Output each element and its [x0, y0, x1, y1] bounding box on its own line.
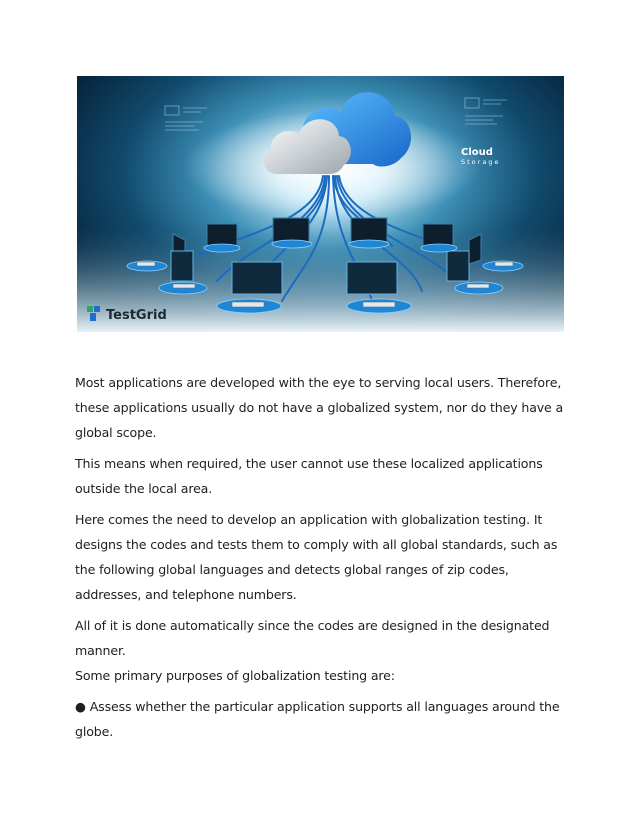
hud-panel-right — [465, 98, 507, 124]
paragraph: Most applications are developed with the eye to serving local users. Therefore, these applications usually do not have a globalized system, nor do they have a global scope. — [75, 375, 564, 440]
paragraph: All of it is done automatically since the codes are designed in the designated manner. — [75, 618, 550, 658]
cloud-label: Cloud — [461, 147, 493, 158]
paragraph: Some primary purposes of globalization testing are: — [75, 668, 395, 683]
cloud-icon — [264, 92, 411, 174]
hud-panel-left — [165, 106, 207, 130]
paragraph: Here comes the need to develop an application with globalization testing. It designs the codes and tests them to comply with all global standards, such as the following global languages and detects global ranges of zip codes, addresses, and telephone numbers. — [75, 512, 558, 602]
article-body — [75, 370, 573, 750]
bullet-item: ● Assess whether the particular application supports all languages around the globe. — [75, 699, 560, 739]
cloud-storage-label — [461, 148, 500, 165]
storage-label: Storage — [461, 157, 501, 166]
hero-image — [77, 76, 564, 332]
cloud-network-illustration — [77, 76, 564, 332]
brand-name: TestGrid — [106, 308, 167, 323]
testgrid-brand — [87, 308, 167, 323]
paragraph: This means when required, the user cannot use these localized applications outside the local area. — [75, 456, 543, 496]
